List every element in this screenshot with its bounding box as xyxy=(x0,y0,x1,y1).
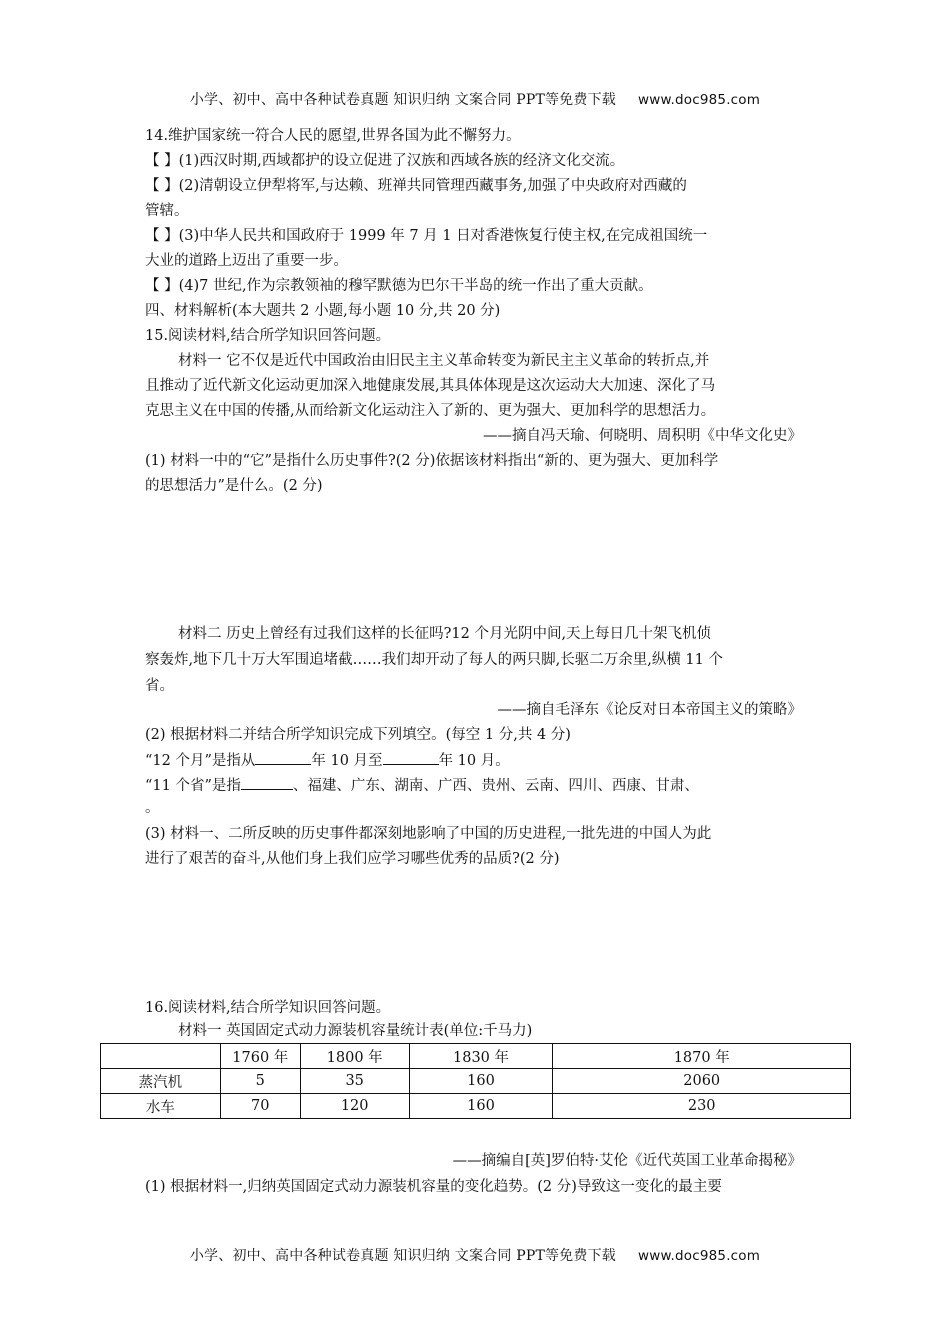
q14-item-2-cont: 管辖。 xyxy=(145,203,189,219)
table-cell: 230 xyxy=(553,1094,851,1119)
q15-question-1-line-2: 的思想活力”是什么。(2 分) xyxy=(145,478,323,494)
table-cell: 35 xyxy=(300,1069,409,1094)
table-cell: 5 xyxy=(220,1069,300,1094)
fill-1-suffix: 年 10 月。 xyxy=(438,753,510,769)
q15-fill-line-2 xyxy=(145,775,699,796)
table-cell: 蒸汽机 xyxy=(101,1069,221,1094)
header-site[interactable]: www.doc985.com xyxy=(638,92,761,108)
q15-material-1-line-3: 克思主义在中国的传播,从而给新文化运动注入了新的、更为强大、更加科学的思想活力。 xyxy=(145,403,716,419)
fill-2-prefix: “11 个省”是指 xyxy=(145,778,241,794)
table-cell: 70 xyxy=(220,1094,300,1119)
table-cell: 160 xyxy=(409,1069,553,1094)
q15-question-3-line-1: (3) 材料一、二所反映的历史事件都深刻地影响了中国的历史进程,一批先进的中国人为此 xyxy=(145,826,712,842)
q14-item-2: 【 】(2)清朝设立伊犁将军,与达赖、班禅共同管理西藏事务,加强了中央政府对西藏的 xyxy=(145,178,687,194)
q14-item-3: 【 】(3)中华人民共和国政府于 1999 年 7 月 1 日对香港恢复行使主权,在完成祖国统一 xyxy=(145,228,708,244)
table-cell: 160 xyxy=(409,1094,553,1119)
section-heading: 四、材料解析(本大题共 2 小题,每小题 10 分,共 20 分) xyxy=(145,303,501,319)
table-header-cell: 1760 年 xyxy=(220,1044,300,1069)
footer-site[interactable]: www.doc985.com xyxy=(638,1248,761,1264)
q16-material-1-title: 材料一 英国固定式动力源装机容量统计表(单位:千马力) xyxy=(178,1023,533,1039)
q14-stem: 14.维护国家统一符合人民的愿望,世界各国为此不懈努力。 xyxy=(145,128,521,144)
header-text: 小学、初中、高中各种试卷真题 知识归纳 文案合同 PPT等免费下载 xyxy=(189,92,616,108)
table-cell: 120 xyxy=(300,1094,409,1119)
q15-question-2: (2) 根据材料二并结合所学知识完成下列填空。(每空 1 分,共 4 分) xyxy=(145,727,571,743)
q15-question-3-line-2: 进行了艰苦的奋斗,从他们身上我们应学习哪些优秀的品质?(2 分) xyxy=(145,851,560,867)
fill-blank-2[interactable] xyxy=(383,750,439,765)
page-header xyxy=(0,89,950,109)
fill-2-provinces: 、福建、广东、湖南、广西、贵州、云南、四川、西康、甘肃、 xyxy=(292,778,699,794)
table-header-cell xyxy=(101,1044,221,1069)
q15-question-1-line-1: (1) 材料一中的“它”是指什么历史事件?(2 分)依据该材料指出“新的、更为强大、更加科学 xyxy=(145,453,719,469)
table-header-cell: 1800 年 xyxy=(300,1044,409,1069)
table-row xyxy=(101,1094,851,1119)
fill-1-middle: 年 10 月至 xyxy=(311,753,383,769)
q14-item-4: 【 】(4)7 世纪,作为宗教领袖的穆罕默德为巴尔干半岛的统一作出了重大贡献。 xyxy=(145,278,653,294)
q15-material-1-line-2: 且推动了近代新文化运动更加深入地健康发展,其具体体现是这次运动大大加速、深化了马 xyxy=(145,378,716,394)
q15-fill-line-2-end: 。 xyxy=(145,800,160,816)
q15-stem: 15.阅读材料,结合所学知识回答问题。 xyxy=(145,328,391,344)
q15-material-2-line-2: 察轰炸,地下几十万大军围追堵截……我们却开动了每人的两只脚,长驱二万余里,纵横 11 个 xyxy=(145,652,723,668)
q15-material-1-source: ——摘自冯天瑜、何晓明、周积明《中华文化史》 xyxy=(483,428,802,444)
table-header-row xyxy=(101,1044,851,1069)
table-header-cell: 1870 年 xyxy=(553,1044,851,1069)
table-header-cell: 1830 年 xyxy=(409,1044,553,1069)
q14-item-1: 【 】(1)西汉时期,西域都护的设立促进了汉族和西域各族的经济文化交流。 xyxy=(145,153,625,169)
capacity-table xyxy=(100,1043,851,1119)
page-footer xyxy=(0,1245,950,1265)
fill-blank-3[interactable] xyxy=(241,775,293,790)
q16-question-1: (1) 根据材料一,归纳英国固定式动力源装机容量的变化趋势。(2 分)导致这一变化的最主要 xyxy=(145,1179,722,1195)
q15-fill-line-1 xyxy=(145,750,510,771)
q16-stem: 16.阅读材料,结合所学知识回答问题。 xyxy=(145,1000,391,1016)
table-row xyxy=(101,1069,851,1094)
q15-material-2-line-1: 材料二 历史上曾经有过我们这样的长征吗?12 个月光阴中间,天上每日几十架飞机侦 xyxy=(178,626,712,642)
fill-blank-1[interactable] xyxy=(255,750,311,765)
q15-material-2-line-3: 省。 xyxy=(145,678,174,694)
fill-1-prefix: “12 个月”是指从 xyxy=(145,753,256,769)
q15-material-2-source: ——摘自毛泽东《论反对日本帝国主义的策略》 xyxy=(497,702,802,718)
q14-item-3-cont: 大业的道路上迈出了重要一步。 xyxy=(145,253,348,269)
q16-material-1-source: ——摘编自[英]罗伯特·艾伦《近代英国工业革命揭秘》 xyxy=(452,1153,802,1169)
table-cell: 水车 xyxy=(101,1094,221,1119)
q15-material-1-line-1: 材料一 它不仅是近代中国政治由旧民主主义革命转变为新民主主义革命的转折点,并 xyxy=(178,353,710,369)
table-cell: 2060 xyxy=(553,1069,851,1094)
footer-text: 小学、初中、高中各种试卷真题 知识归纳 文案合同 PPT等免费下载 xyxy=(189,1248,616,1264)
